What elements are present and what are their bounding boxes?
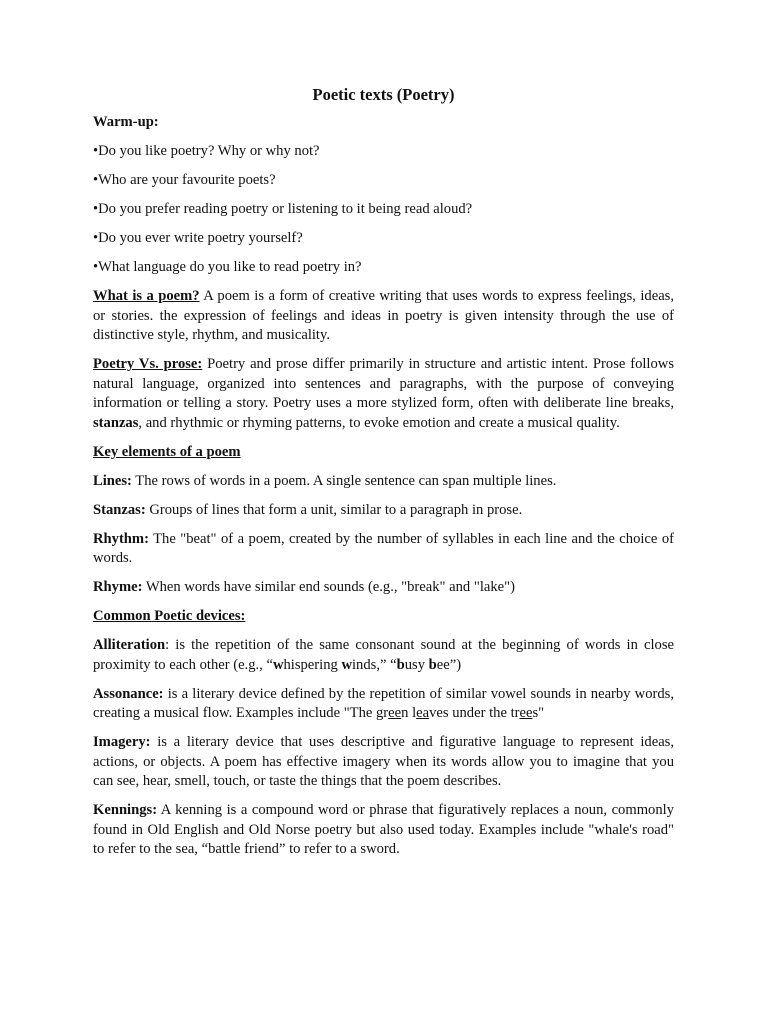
warmup-item: •Do you like poetry? Why or why not? (93, 143, 320, 159)
assonance-vowel: ee (519, 705, 533, 721)
what-is-poem-text: A poem is a form of creative writing that uses words to express feelings, ideas, or stories. the expression of feelings and ideas in poetry is given intensity through the use of distinctive style, rhythm, and musicality. (93, 288, 675, 343)
device-kennings-term: Kennings: (93, 802, 158, 818)
element-rhythm (93, 530, 674, 569)
assonance-text: ves under the tr (429, 705, 520, 721)
poetry-vs-prose-paragraph (93, 355, 674, 433)
alliteration-letter: w (341, 656, 352, 673)
element-stanzas-term: Stanzas: (93, 501, 146, 518)
warmup-heading-text: Warm-up: (93, 114, 159, 130)
what-is-poem-heading: What is a poem? (93, 288, 200, 304)
assonance-vowel: ea (416, 705, 430, 721)
device-alliteration-term: Alliteration (93, 637, 166, 653)
alliteration-rest: ee”) (436, 656, 462, 673)
element-stanzas-text: Groups of lines that form a unit, similar to a paragraph in prose. (145, 501, 523, 518)
document-page (93, 84, 674, 869)
device-imagery-text: is a literary device that uses descriptive and figurative language to represent ideas, actions, or objects. A poem has effective imagery when its words allow you to imagine that you can see, hear, smell, touch, or taste the things that the poem describes. (93, 734, 674, 789)
warmup-item: •Do you prefer reading poetry or listening to it being read aloud? (93, 201, 473, 217)
what-is-poem-paragraph (93, 287, 674, 346)
warmup-item: •What language do you like to read poetry in? (93, 259, 362, 275)
warmup-item: •Who are your favourite poets? (93, 172, 276, 188)
device-assonance-text: is a literary device defined by the repetition of similar vowel sounds in nearby words, creating a musical flow. Examples include "The gr (93, 685, 674, 721)
device-kennings (93, 801, 674, 860)
alliteration-rest: usy (404, 656, 429, 673)
alliteration-rest: inds,” “ (352, 656, 397, 673)
key-elements-heading (93, 443, 674, 463)
document-title: Poetic texts (Poetry) (312, 85, 455, 104)
poetry-vs-prose-heading: Poetry Vs. prose: (93, 356, 203, 372)
device-kennings-text: A kenning is a compound word or phrase that figuratively replaces a noun, commonly found in Old English and Old Norse poetry but also used today. Examples include "whale's road" to refer to the sea, “battle friend” to refer to a sword. (93, 802, 674, 857)
element-lines-text: The rows of words in a poem. A single sentence can span multiple lines. (131, 472, 557, 489)
element-rhythm-text: The "beat" of a poem, created by the number of syllables in each line and the choice of words. (93, 530, 674, 566)
poetry-vs-prose-text-1: Poetry and prose differ primarily in structure and artistic intent. Prose follows natural language, organized into sentences and paragraphs, with the purpose of conveying information or telling a story. Poetry uses a more stylized form, often with deliberate line breaks, (93, 356, 674, 411)
warmup-heading (93, 113, 674, 133)
poetry-vs-prose-text-2: , and rhythmic or rhyming patterns, to evoke emotion and create a musical quality. (138, 414, 620, 431)
element-lines-term: Lines: (93, 472, 132, 489)
stanzas-bold-word: stanzas (93, 414, 139, 431)
assonance-text: s" (532, 705, 545, 721)
assonance-vowel: ee (388, 705, 402, 721)
warmup-item: •Do you ever write poetry yourself? (93, 230, 303, 246)
device-assonance (93, 685, 674, 724)
assonance-text: n l (401, 705, 417, 721)
element-rhyme-term: Rhyme: (93, 579, 143, 595)
alliteration-letter: b (428, 656, 437, 673)
element-stanzas (93, 501, 674, 521)
device-alliteration-text: : is the repetition of the same consonant sound at the beginning of words in close proximity to each other (e.g., “ (93, 637, 674, 673)
device-imagery (93, 733, 674, 792)
device-alliteration (93, 636, 674, 675)
alliteration-letter: b (396, 656, 405, 673)
element-rhythm-term: Rhythm: (93, 530, 149, 547)
element-lines (93, 472, 674, 492)
devices-heading (93, 607, 674, 627)
device-assonance-term: Assonance: (93, 685, 164, 702)
key-elements-heading-text: Key elements of a poem (93, 443, 241, 460)
alliteration-letter: w (272, 656, 284, 673)
element-rhyme-text: When words have similar end sounds (e.g., "break" and "lake") (142, 579, 515, 595)
device-imagery-term: Imagery: (93, 734, 151, 750)
devices-heading-text: Common Poetic devices: (93, 608, 246, 624)
alliteration-rest: hispering (283, 656, 342, 673)
element-rhyme (93, 578, 674, 598)
